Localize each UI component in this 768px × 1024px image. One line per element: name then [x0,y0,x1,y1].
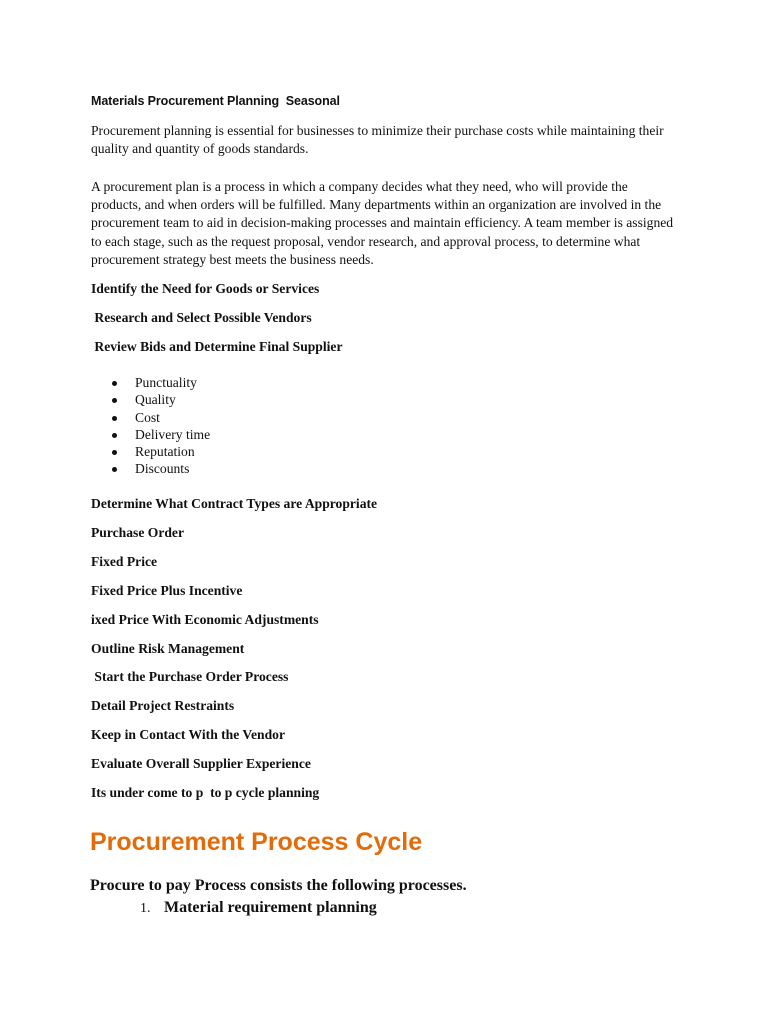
heading-fixed-price: Fixed Price [91,554,158,569]
heading-fixed-price-incentive: Fixed Price Plus Incentive [91,583,243,598]
bullet-icon [112,433,117,438]
bullet-icon [112,467,117,472]
list-item-label: Delivery time [135,426,211,442]
bullet-icon [112,416,117,421]
paragraph-procurement-plan: A procurement plan is a process in which a company decides what they need, who will provide the products, and when orders will be fulfilled. Many departments within an organization are involved in the procurement team to aid in decision-making processes and maintain efficiency. A team member is assigned to each stage, such as the request proposal, vendor research, and approval process, to determine what procurement strategy best meets the business needs. [91,179,674,267]
list-item [91,426,210,443]
list-item-label: Reputation [135,444,195,460]
bullet-icon [112,450,117,455]
heading-research-vendors: Research and Select Possible Vendors [91,310,312,325]
heading-identify-need: Identify the Need for Goods or Services [91,281,320,296]
list-item [91,460,210,477]
list-item [91,391,210,408]
bullet-icon [112,398,117,403]
section-intro: Procure to pay Process consists the following processes. [90,877,467,894]
heading-supplier-experience: Evaluate Overall Supplier Experience [91,756,311,771]
list-item-label: Material requirement planning [164,899,377,916]
bullet-icon [112,381,117,386]
process-list [140,899,377,917]
list-item [91,443,210,460]
list-item [91,409,210,426]
heading-review-bids: Review Bids and Determine Final Supplier [91,339,343,354]
list-item-label: Quality [135,392,176,408]
section-title: Procurement Process Cycle [90,828,423,856]
paragraph-intro: Procurement planning is essential for businesses to minimize their purchase costs while maintaining their quality and quantity of goods standards. [91,123,664,157]
heading-fixed-price-economic: ixed Price With Economic Adjustments [91,612,319,627]
heading-risk-management: Outline Risk Management [91,641,245,656]
heading-project-restraints: Detail Project Restraints [91,698,235,713]
heading-start-purchase-order: Start the Purchase Order Process [91,669,289,684]
criteria-list [91,374,210,478]
document-title: Materials Procurement Planning Seasonal [91,94,340,108]
list-item [91,374,210,391]
list-item-label: Cost [135,409,160,425]
list-item-number: 1. [140,901,151,916]
heading-purchase-order: Purchase Order [91,525,184,540]
heading-contract-types: Determine What Contract Types are Appropriate [91,496,378,511]
heading-vendor-contact: Keep in Contact With the Vendor [91,727,285,742]
heading-p2p-cycle: Its under come to p to p cycle planning [91,785,320,800]
list-item-label: Discounts [135,461,190,477]
list-item-label: Punctuality [135,375,197,390]
list-item [140,899,377,917]
